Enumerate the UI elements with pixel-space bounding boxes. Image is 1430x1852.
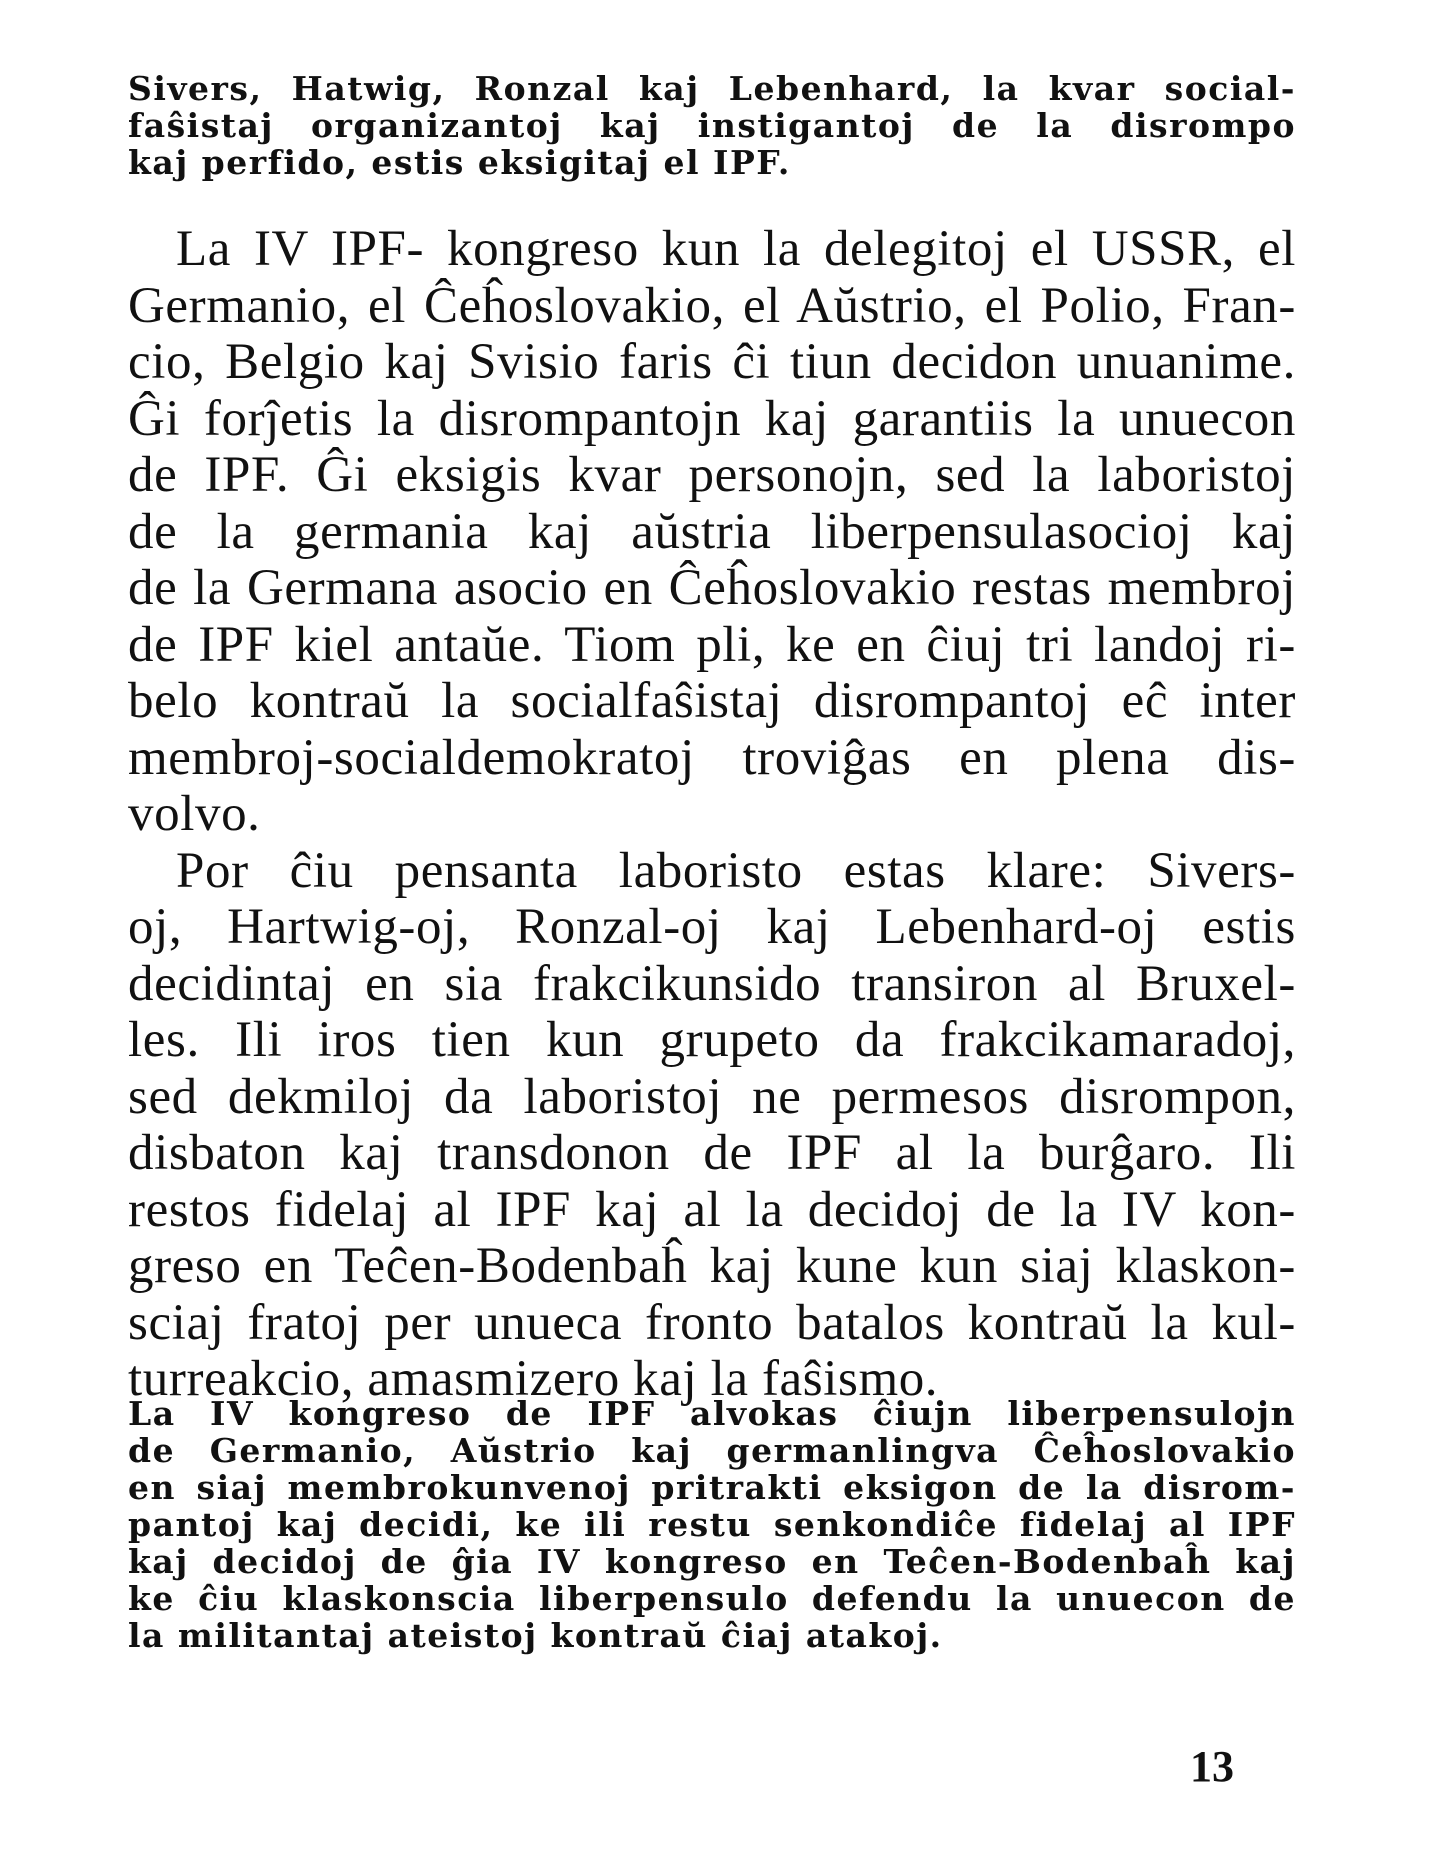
text-line: La IV kongreso de IPF alvokas ĉiujn liberpensulojn <box>128 1394 1296 1433</box>
text-line: Ĝi forĵetis la disrompantojn kaj garantiis la unuecon <box>128 390 1296 447</box>
main-body-text <box>128 221 1296 1408</box>
text-line: de Germanio, Aŭstrio kaj germanlingva Ĉeĥoslovakio <box>128 1431 1296 1470</box>
text-line: kaj perfido, estis eksigitaj el IPF. <box>128 143 791 182</box>
text-line: turreakcio, amasmizero kaj la faŝismo. <box>128 1351 939 1407</box>
text-line: de IPF. Ĝi eksigis kvar personojn, sed la laboristoj <box>128 447 1296 503</box>
text-line: Sivers, Hatwig, Ronzal kaj Lebenhard, la kvar social- <box>128 69 1296 108</box>
text-line: disbaton kaj transdonon de IPF al la burĝaro. Ili <box>128 1125 1296 1181</box>
text-line: kaj decidoj de ĝia IV kongreso en Teĉen-Bodenbaĥ kaj <box>128 1542 1296 1581</box>
text-line: de la Germana asocio en Ĉeĥoslovakio restas membroj <box>128 560 1296 616</box>
intro-bold-paragraph <box>128 70 1296 181</box>
text-line: les. Ili iros tien kun grupeto da frakcikamaradoj, <box>128 1012 1296 1068</box>
text-line: de la germania kaj aŭstria liberpensulasocioj kaj <box>128 503 1296 560</box>
text-line: en siaj membrokunvenoj pritrakti eksigon de la disrom- <box>128 1468 1296 1507</box>
text-line: sed dekmiloj da laboristoj ne permesos disrompon, <box>128 1068 1296 1125</box>
text-line: membroj-socialdemokratoj troviĝas en plena dis- <box>128 729 1296 786</box>
text-line: ke ĉiu klaskonscia liberpensulo defendu la unuecon de <box>128 1579 1296 1618</box>
text-line: belo kontraŭ la socialfaŝistaj disrompantoj eĉ inter <box>128 673 1296 729</box>
text-line: cio, Belgio kaj Svisio faris ĉi tiun decidon unuanime. <box>128 334 1296 390</box>
text-line: de IPF kiel antaŭe. Tiom pli, ke en ĉiuj tri landoj ri- <box>128 616 1296 673</box>
text-line: restos fidelaj al IPF kaj al la decidoj de la IV kon- <box>128 1181 1296 1238</box>
text-line: la militantaj ateistoj kontraŭ ĉiaj atakoj. <box>128 1616 943 1655</box>
text-line: La IV IPF- kongreso kun la delegitoj el USSR, el <box>176 221 1296 277</box>
text-line: greso en Teĉen-Bodenbaĥ kaj kune kun siaj klaskon- <box>128 1238 1296 1294</box>
text-line: decidintaj en sia frakcikunsido transiron al Bruxel- <box>128 955 1296 1012</box>
text-line: faŝistaj organizantoj kaj instigantoj de la disrompo <box>128 106 1296 145</box>
page-number: 13 <box>1190 1742 1234 1791</box>
appeal-bold-paragraph <box>128 1395 1296 1654</box>
text-line: Por ĉiu pensanta laboristo estas klare: Sivers- <box>176 842 1296 899</box>
text-line: pantoj kaj decidi, ke ili restu senkondiĉe fidelaj al IPF <box>128 1505 1296 1544</box>
text-line: oj, Hartwig-oj, Ronzal-oj kaj Lebenhard-oj estis <box>128 899 1296 955</box>
text-line: Germanio, el Ĉeĥoslovakio, el Aŭstrio, el Polio, Fran- <box>128 277 1296 334</box>
text-line: sciaj fratoj per unueca fronto batalos kontraŭ la kul- <box>128 1294 1296 1351</box>
text-line: volvo. <box>128 786 261 842</box>
